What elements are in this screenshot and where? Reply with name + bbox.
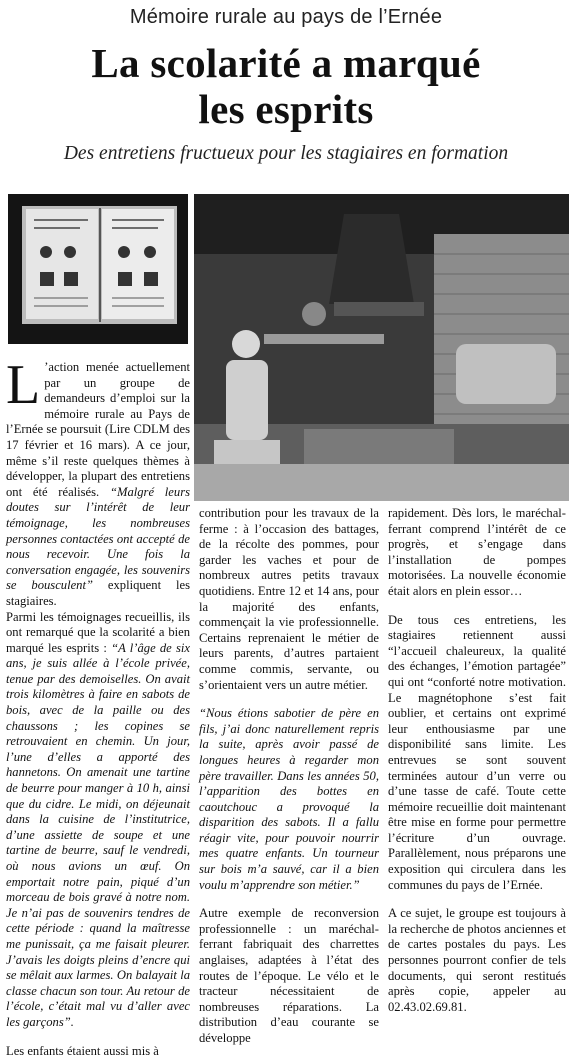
paragraph-clogmaker-quote: “Nous étions sabotier de père en fils, j’ai donc naturellement repris la suite, après avoir passé de longues heures à regarder mon père travailler. Dans les années 50, l’apparition des bottes en caoutchouc a provoqué la disparition des sabots. Il a fallu réagir vite, pour pouvoir nourrir mes quatre enfants. Un tourneur sur bois m’a sauvé, car il a bien voulu m’apprendre son métier.” bbox=[199, 706, 379, 892]
headline bbox=[0, 40, 572, 132]
headline-line-2: les esprits bbox=[198, 86, 374, 132]
paragraph-gap bbox=[199, 893, 379, 906]
intro-text: ’action menée actuellement par un groupe de demandeurs d’emploi sur la mémoire rurale au Pays de l’Ernée se poursuit (Lire CDLM des 17 février et 16 mars). A ce jour, même s’il reste quelques thèmes à développer, la plupart des entretiens ont été réalisés. bbox=[6, 360, 190, 499]
photo-blacksmith-forge bbox=[194, 194, 569, 501]
paragraph-appeal: A ce sujet, le groupe est toujours à la recherche de photos anciennes et de cartes postales du pays. Les personnes pourront confier de tels documents, qui seront restitués après copie, appeler au 02.43.02.69.81. bbox=[388, 906, 566, 1014]
intro-quote: “Malgré leurs doutes sur l’intérêt de leur témoignage, les nombreuses personnes contactées ont accepté de nous recevoir. Une fois la conversation engagée, les souvenirs se bousculent” bbox=[6, 484, 190, 593]
paragraph-gap bbox=[388, 893, 566, 906]
paragraph-gap bbox=[199, 693, 379, 706]
photo-school-book bbox=[8, 194, 188, 344]
testimony-quote: “A l’âge de six ans, je suis allée à l’école privée, tenue par des demoiselles. On avait trois kilomètres à faire en sabots de bois, avec de la paille ou des chaussons ; les copines se retrouvaient en chemin. Un jour, l’une d’elles a apporté des hannetons. On amenait une tartine de beurre pour manger à 10 h, ainsi que du cidre. Le midi, on déjeunait dans la cuisine de l’institutrice, d’une assiette de soupe et une tartine de beurre, sauf le vendredi, où nous avions un œuf. On emportait notre pain, piqué d’un morceau de bois gravé à notre nom. Je n’ai pas de souvenirs tendres de cette période : quand la maîtresse me punissait, ça me faisait pleurer. J’avais les doigts pleins d’encre qui se mêlait aux larmes. On balayait la classe chacun son tour. Au retour de l’école, c’était mal vu d’aller avec les garçons”. bbox=[6, 640, 190, 1029]
testimony-intro: Parmi les témoignages recueillis, ils ont remarqué que la scolarité a bien marqué les esprits : bbox=[6, 609, 190, 655]
paragraph-children: Les enfants étaient aussi mis à bbox=[6, 1043, 159, 1058]
subheadline: Des entretiens fructueux pour les stagiaires en formation bbox=[63, 143, 509, 164]
paragraph-interviews: De tous ces entretiens, les stagiaires retiennent aussi “l’accueil chaleureux, la qualité des échanges, l’émotion partagée” qui ont “conforté notre motivation. Le magnétophone s’est fait oublier, et certains ont exprimé leur enthousiasme par une disponibilité sans limite. Les entrevues se sont souvent terminées autour d’un verre ou d’une tasse de café. Toute cette mémoire recueillie doit maintenant être mise en forme pour permettre l’écriture d’un ouvrage. Parallèlement, nous préparons une exposition qui circulera dans les communes du pays de l’Ernée. bbox=[388, 612, 566, 892]
drop-cap: L bbox=[6, 354, 41, 416]
article-column-1 bbox=[6, 354, 190, 1059]
article-column-2 bbox=[199, 506, 379, 1047]
paragraph-gap bbox=[388, 600, 566, 613]
headline-line-1: La scolarité a marqué bbox=[91, 40, 481, 86]
kicker: Mémoire rurale au pays de l’Ernée bbox=[129, 6, 443, 28]
intro-end: expliquent les stagiaires. bbox=[6, 578, 190, 608]
paragraph-gap bbox=[6, 1031, 190, 1044]
paragraph-farrier: rapidement. Dès lors, le maréchal-ferrant comprend l’intérêt de ce progrès, et s’engage dans l’installation de pompes motorisées. La nouvelle économie était alors en plein essor… bbox=[388, 506, 566, 598]
paragraph-work: contribution pour les travaux de la ferme : à l’occasion des battages, de la récolte des pommes, pour garder les vaches et pour de nombreux autres petits travaux quotidiens. Entre 12 et 14 ans, pour la majorité des enfants, commençait la vie professionnelle. Certains reprenaient le métier de leurs parents, d’autres partaient comme commis, servante, ou s’orientaient vers un autre métier. bbox=[199, 506, 379, 692]
paragraph-testimony bbox=[6, 610, 190, 1031]
paragraph-reconversion: Autre exemple de reconversion professionnelle : un maréchal-ferrant fabriquait des charrettes anglaises, adaptées à l’état des routes de l’époque. Le vélo et le tracteur nécessitaient de nombreuses réparations. La distribution d’eau courante se développe bbox=[199, 906, 379, 1045]
article-column-3 bbox=[388, 506, 566, 1015]
paragraph-intro bbox=[6, 354, 190, 610]
